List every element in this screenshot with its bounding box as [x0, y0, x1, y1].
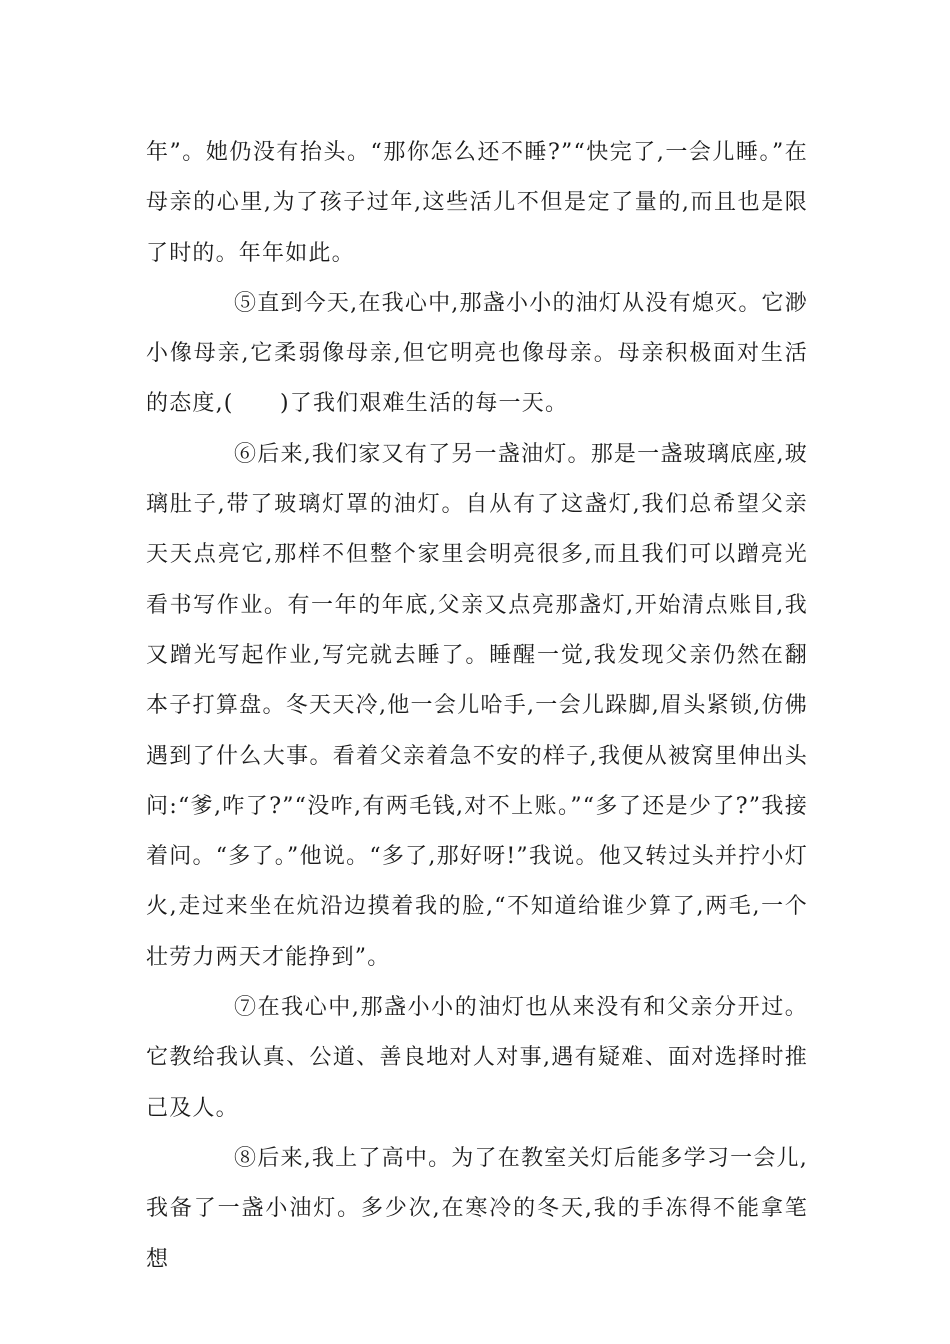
- article-body: [146, 128, 808, 1285]
- paragraph-continued: 年”。她仍没有抬头。“那你怎么还不睡?”“快完了,一会儿睡。”在母亲的心里,为了孩子过年,这些活儿不但是定了量的,而且也是限了时的。年年如此。: [146, 140, 808, 266]
- paragraph-5: ⑤直到今天,在我心中,那盏小小的油灯从没有熄灭。它渺小像母亲,它柔弱像母亲,但它明亮也像母亲。母亲积极面对生活的态度,( )了我们艰难生活的每一天。: [146, 290, 808, 417]
- paragraph-7: ⑦在我心中,那盏小小的油灯也从来没有和父亲分开过。它教给我认真、公道、善良地对人对事,遇有疑难、面对选择时推己及人。: [146, 995, 808, 1121]
- paragraph-8: ⑧后来,我上了高中。为了在教室关灯后能多学习一会儿,我备了一盏小油灯。多少次,在寒冷的冬天,我的手冻得不能拿笔想: [146, 1145, 808, 1272]
- paragraph-6: ⑥后来,我们家又有了另一盏油灯。那是一盏玻璃底座,玻璃肚子,带了玻璃灯罩的油灯。自从有了这盏灯,我们总希望父亲天天点亮它,那样不但整个家里会明亮很多,而且我们可以蹭亮光看书写作业。有一年的年底,父亲又点亮那盏灯,开始清点账目,我又蹭光写起作业,写完就去睡了。睡醒一觉,我发现父亲仍然在翻本子打算盘。冬天天冷,他一会儿哈手,一会儿跺脚,眉头紧锁,仿佛遇到了什么大事。看着父亲着急不安的样子,我便从被窝里伸出头问:“爹,咋了?”“没咋,有两毛钱,对不上账。”“多了还是少了?”我接着问。“多了。”他说。“多了,那好呀!”我说。他又转过头并拧小灯火,走过来坐在炕沿边摸着我的脸,“不知道给谁少算了,两毛,一个壮劳力两天才能挣到”。: [146, 441, 808, 970]
